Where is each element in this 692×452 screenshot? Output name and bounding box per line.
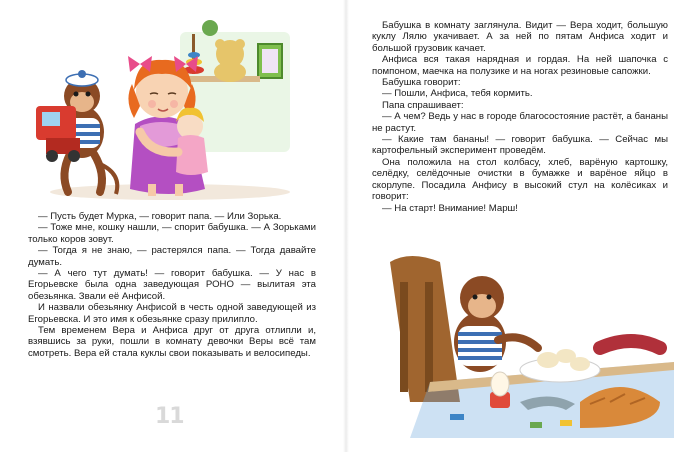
paragraph: — На старт! Внимание! Марш! (382, 202, 518, 214)
paragraph: Тем временем Вера и Анфиса друг от друга отлипли и, взявшись за руки, пошли в комнату девочки Веры всё там смотреть. Вера ей стала куклы свои показывать и велосипеды. (28, 325, 316, 359)
paragraph: Бабушка говорит: (382, 77, 461, 89)
page-number: 11 (155, 404, 184, 429)
paragraph: Бабушка в комнату заглянула. Видит — Вера ходит, большую куклу Лялю укачивает. А за ней по пятам Анфиса ходит и большой грузовик качает. (372, 20, 668, 54)
paragraph: И назвали обезьянку Анфисой в честь одной заведующей из Егорьевска. И это имя к обезьянке сразу прилипло. (28, 302, 316, 325)
illustration-art (30, 14, 290, 202)
paragraph: Анфиса вся такая нарядная и гордая. На ней шапочка с помпоном, маечка на полузике и на ногах резиновые сапожки. (372, 54, 668, 77)
paragraph: — А чего тут думать! — говорит бабушка. — У нас в Егорьевске была одна заведующая РОНО — вылитая эта обезьянка. Звали её Анфисой. (28, 268, 316, 302)
left-page-text (28, 211, 316, 359)
girl-with-doll-and-monkey-illustration (30, 14, 290, 202)
paragraph: — Пошли, Анфиса, тебя кормить. (382, 88, 533, 100)
illustration-art (370, 252, 674, 438)
paragraph: — Тогда я не знаю, — растерялся папа. — Тогда давайте думать. (28, 245, 316, 268)
right-page-text (372, 20, 668, 214)
paragraph: — Пусть будет Мурка, — говорит папа. — Или Зорька. (38, 211, 282, 222)
right-page (346, 0, 692, 452)
monkey-at-table-illustration (370, 252, 674, 438)
paragraph: — А чем? Ведь у нас в городе благосостояние растёт, а бананы не растут. (372, 111, 668, 134)
paragraph: — Какие там бананы! — говорит бабушка. — Сейчас мы картофельный эксперимент проведём. (372, 134, 668, 157)
paragraph: Папа спрашивает: (382, 99, 464, 111)
paragraph: — Тоже мне, кошку нашли, — спорит бабушка. — А Зорьками только коров зовут. (28, 222, 316, 245)
paragraph: Она положила на стол колбасу, хлеб, варёную картошку, селёдку, селёдочные очистки в бумажке и варёное яйцо в скорлупе. Посадила Анфису в высокий стул на колёсиках и говорит: (372, 156, 668, 203)
